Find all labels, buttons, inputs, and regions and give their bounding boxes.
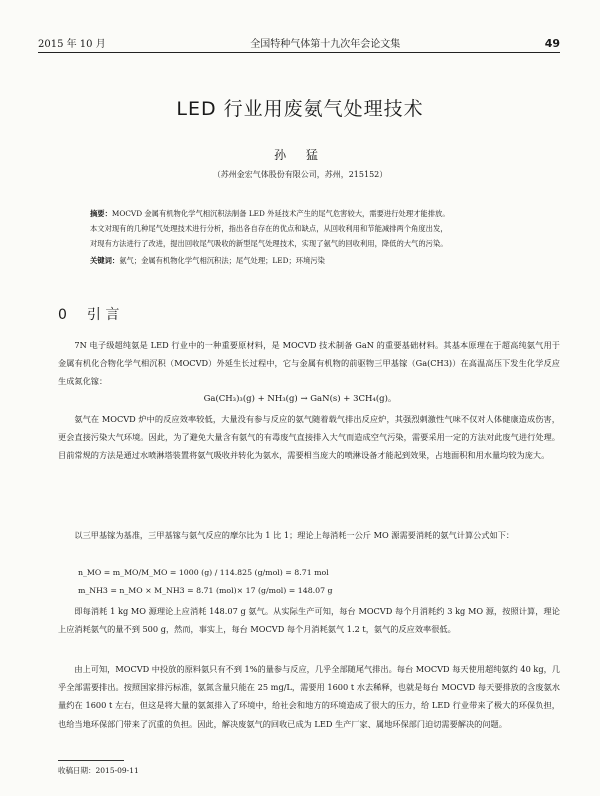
paragraph-text: 7N 电子级超纯氨是 LED 行业中的一种重要原材料，是 MOCVD 技术制备 GaN 的重要基础材料。其基本原理在于超高纯氨气用于金属有机化合物化学气相沉积（MOCVD）外延生长过程中，它与金属有机物的前驱物三甲基镓（Ga(CH3)）在高温高压下发生化学反应生成氮化镓： — [58, 340, 560, 387]
intro-paragraph-2 — [58, 410, 560, 465]
formula-mole: n_MO = m_MO/M_MO = 1000 (g) / 114.825 (g/mol) = 8.71 mol — [78, 568, 329, 577]
received-date: 收稿日期：2015-09-11 — [58, 766, 139, 775]
author-affiliation: （苏州金宏气体股份有限公司，苏州，215152） — [212, 170, 388, 179]
running-header — [38, 34, 560, 50]
section-number: 0 — [58, 307, 67, 323]
paragraph-text: 氨气在 MOCVD 炉中的反应效率较低，大量没有参与反应的氨气随着载气排出反应炉，其强烈刺激性气味不仅对人体健康造成伤害，更会直接污染大气环境。因此，为了避免大量含有氨气的有毒废气直接排入大气而造成空气污染，需要采用一定的方法对此废气进行处理。目前常规的方法是通过水喷淋塔装置将氨气吸收并转化为氨水，需要相当庞大的喷淋设备才能起到效果，占地面积和用水量均较为庞大。 — [58, 414, 560, 461]
paragraph-text: 即每消耗 1 kg MO 源理论上应消耗 148.07 g 氨气。从实际生产可知，每台 MOCVD 每个月消耗约 3 kg MO 源，按照计算，理论上应消耗氨气的量不到 500 g，然而，事实上，每台 MOCVD 每个月消耗氨气 1.2 t，氨气的反应效率很低。 — [58, 606, 560, 635]
abstract-line: 对现有方法进行了改进，提出回收尾气吸收的新型尾气处理技术，实现了氨气的回收利用，降低的大气的污染。 — [90, 239, 448, 248]
intro-paragraph-5 — [58, 660, 560, 733]
header-rule — [38, 52, 560, 53]
intro-paragraph-1 — [58, 336, 560, 391]
abstract-text: MOCVD 金属有机物化学气相沉积法制备 LED 外延技术产生的尾气危害较大，需要进行处理才能排放。 — [111, 209, 450, 218]
section-heading — [58, 304, 139, 324]
keywords-line — [90, 253, 528, 268]
paper-title: LED 行业用废氨气处理技术 — [176, 98, 424, 120]
formula-mass: m_NH3 = n_MO × M_NH3 = 8.71 (mol)× 17 (g/mol) = 148.07 g — [78, 586, 333, 595]
footnote-rule — [58, 760, 124, 761]
paragraph-text: 以三甲基镓为基准，三甲基镓与氨气反应的摩尔比为 1 比 1；理论上每消耗一公斤 MO 源需要消耗的氨气计算公式如下： — [74, 530, 515, 540]
abstract-line — [90, 206, 528, 221]
reaction-equation: Ga(CH₃)₃(g) + NH₃(g) → GaN(s) + 3CH₄(g)。 — [203, 394, 397, 404]
author-name: 孙 猛 — [274, 148, 326, 162]
keywords-text: 氨气；金属有机物化学气相沉积法；尾气处理；LED；环境污染 — [119, 256, 325, 265]
section-title: 引 言 — [86, 307, 120, 323]
intro-paragraph-3 — [58, 526, 560, 544]
intro-paragraph-4 — [58, 602, 560, 638]
abstract-line: 本文对现有的几种尾气处理技术进行分析，指出各自存在的优点和缺点，从回收利用和节能减排两个角度出发， — [90, 224, 448, 233]
abstract-block — [90, 206, 528, 268]
header-journal: 全国特种气体第十九次年会论文集 — [250, 39, 401, 50]
header-date: 2015 年 10 月 — [38, 39, 106, 50]
page-number: 49 — [544, 37, 560, 50]
abstract-label: 摘要： — [90, 209, 112, 218]
keywords-label: 关键词： — [90, 256, 120, 265]
paragraph-text: 由上可知，MOCVD 中投放的原料氨只有不到 1%的量参与反应，几乎全部随尾气排出。每台 MOCVD 每天使用超纯氨约 40 kg，几乎全部需要排出。按照国家排污标准，氨氮含量只能在 25 mg/L，需要用 1600 t 水去稀释，也就是每台 MOCVD 每天要排放的含废氨水量约在 1600 t 左右，但这是将大量的氨氮排入了环境中，给社会和地方的环境造成了很大的压力，给 LED 行业带来了极大的环保负担，也给当地环保部门带来了沉重的负担。因此，解决废氨气的回收已成为 LED 生产厂家、属地环保部门迫切需要解决的问题。 — [58, 664, 560, 729]
